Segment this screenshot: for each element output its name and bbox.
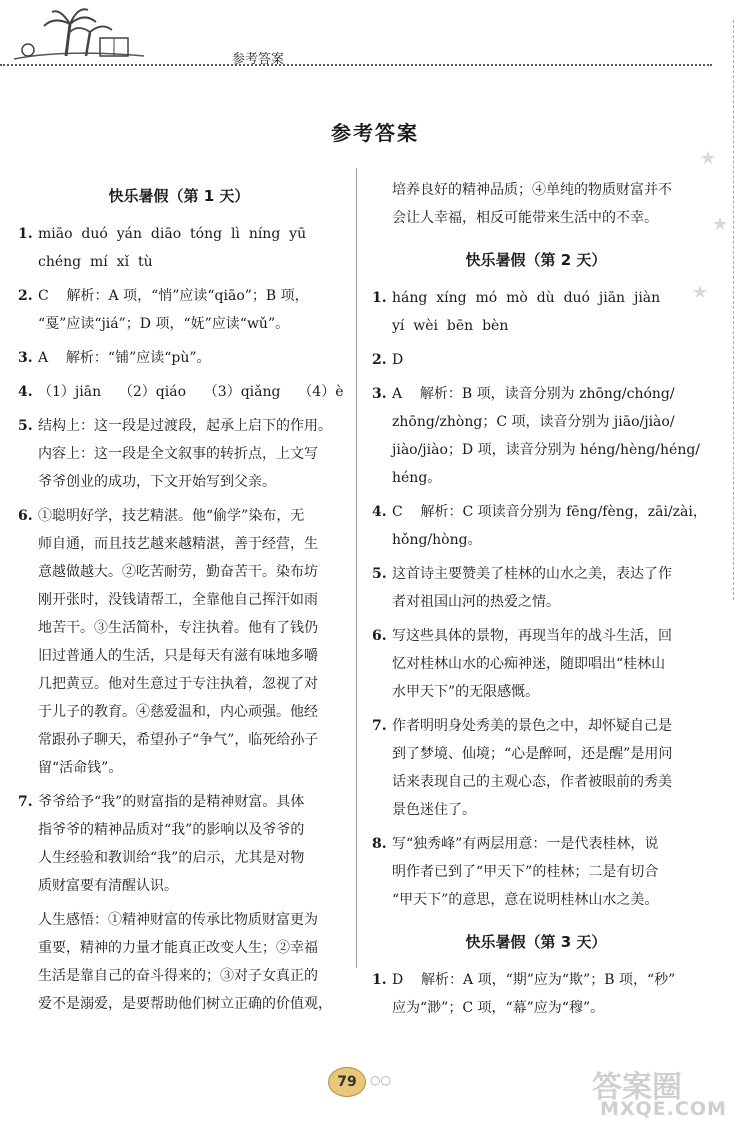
answer-number: 4.	[372, 504, 387, 520]
answer-item	[372, 498, 707, 554]
answer-text-line: miāo duó yán diāo tóng lì níng yū	[38, 226, 307, 242]
answer-text-line: 者对祖国山河的热爱之情。	[392, 594, 560, 610]
answer-text-line: 景色迷住了。	[392, 802, 476, 818]
answer-text-line: D	[392, 352, 404, 368]
answer-number: 3.	[18, 350, 33, 366]
answer-text-line: 意越做越大。②吃苦耐劳，勤奋苦干。染布坊	[38, 564, 318, 580]
answer-number: 1.	[18, 226, 33, 242]
answer-number: 8.	[372, 836, 387, 852]
page-edge	[733, 20, 734, 600]
answer-item	[372, 284, 700, 340]
answer-text-line: 明作者已到了“甲天下”的桂林；二是有切合	[392, 864, 659, 880]
paragraph-line: 爱不是溺爱，是要帮助他们树立正确的价值观，	[38, 996, 332, 1012]
page-number-dots: ○○	[370, 1073, 391, 1087]
answer-item	[18, 344, 340, 372]
answer-text-line: 留“活命钱”。	[38, 760, 123, 776]
answer-text-line: 到了梦境、仙境；“心是醉呵，还是醒”是用问	[392, 746, 673, 762]
answer-text-line: 质财富要有清醒认识。	[38, 878, 178, 894]
header-divider	[0, 64, 712, 66]
paragraph-line: 重要，精神的力量才能真正改变人生；②幸福	[38, 940, 318, 956]
answer-text-line: 作者明明身处秀美的景色之中，却怀疑自己是	[392, 718, 672, 734]
answer-item	[18, 378, 344, 406]
page-title: 参考答案	[331, 121, 419, 145]
answer-text-line: chéng mí xǐ tù	[38, 254, 153, 270]
answer-text-line: C 解析：C 项读音分别为 fēng/fèng，zāi/zài，	[392, 504, 707, 520]
answer-text-line: 忆对桂林山水的心痴神迷，随即唱出“桂林山	[392, 656, 666, 672]
answer-number: 1.	[372, 290, 387, 306]
answer-number: 5.	[18, 418, 33, 434]
section-heading-day2: 快乐暑假（第 2 天）	[465, 251, 607, 269]
page-number: 79	[328, 1067, 366, 1097]
answer-text-line: 内容上：这一段是全文叙事的转折点，上文写	[38, 446, 318, 462]
answer-item	[18, 282, 340, 338]
answer-text-line: 指爷爷的精神品质对“我”的影响以及爷爷的	[38, 822, 305, 838]
answer-text-line: zhōng/zhòng；C 项，读音分别为 jiāo/jiào/	[392, 414, 675, 430]
answer-text-line: D 解析：A 项，“期”应为“欺”；B 项，“秒”	[392, 972, 676, 988]
answer-text-line: 师自通，而且技艺越来越精湛，善于经营，生	[38, 536, 318, 552]
answer-text-line: héng。	[392, 470, 442, 486]
answer-item	[372, 830, 700, 914]
answer-number: 6.	[372, 628, 387, 644]
answer-list-day2	[372, 284, 707, 914]
palm-tree-illustration	[4, 4, 154, 66]
answer-text-line: ①聪明好学，技艺精湛。他“偷学”染布，无	[38, 508, 305, 524]
answer-number: 6.	[18, 508, 33, 524]
column-divider	[356, 168, 357, 968]
answer-list-day1	[18, 220, 344, 900]
answer-text-line: 几把黄豆。他对生意过于专注执着，忽视了对	[38, 676, 318, 692]
answer-text-line: 结构上：这一段是过渡段，起承上启下的作用。	[38, 418, 332, 434]
star-icon: ★	[712, 214, 729, 235]
answer-text-line: A 解析：“铺”应读“pù”。	[38, 350, 211, 366]
answer-text-line: 写这些具体的景物，再现当年的战斗生活，回	[392, 628, 672, 644]
answer-list-day3	[372, 966, 700, 1022]
answer-text-line: 地苦干。③生活简朴，专注执着。他有了钱仍	[38, 620, 318, 636]
answer-text-line: 爷爷给予“我”的财富指的是精神财富。具体	[38, 794, 305, 810]
answer-item	[372, 712, 700, 824]
answer-text-line: 常跟孙子聊天，希望孙子“争气”，临死给孙子	[38, 732, 319, 748]
answer-text-line: 话来表现自己的主观心态，作者被眼前的秀美	[392, 774, 672, 790]
star-icon: ★	[692, 282, 709, 303]
answer-number: 2.	[18, 288, 33, 304]
watermark-logo: 答案圈	[592, 1070, 682, 1105]
answer-item	[372, 380, 700, 492]
answer-number: 1.	[372, 972, 387, 988]
answer-text-line: jiào/jiào；D 项，读音分别为 héng/hèng/héng/	[392, 442, 701, 458]
answer-item	[372, 622, 700, 706]
right-column	[372, 176, 707, 1028]
answer-number: 4.	[18, 384, 33, 400]
answer-text-line: háng xíng mó mò dù duó jiān jiàn	[392, 290, 661, 306]
answer-text-line: A 解析：B 项，读音分别为 zhōng/chóng/	[392, 386, 675, 402]
answer-text-line: 人生经验和教训给“我”的启示，尤其是对物	[38, 850, 305, 866]
header-label: 参考答案	[232, 52, 285, 67]
answer-text-line: 爷爷创业的成功，下文开始写到父亲。	[38, 474, 276, 490]
answer-number: 7.	[372, 718, 387, 734]
answer-text-line: 刚开张时，没钱请帮工，全靠他自己挥汗如雨	[38, 592, 318, 608]
answer-number: 2.	[372, 352, 387, 368]
paragraph-line: 人生感悟：①精神财富的传承比物质财富更为	[38, 912, 318, 928]
answer-text-line: C 解析：A 项，“悄”应读“qiāo”；B 项，	[38, 288, 309, 304]
answer-item	[18, 412, 340, 496]
answer-item	[372, 966, 700, 1022]
reflection-paragraph	[18, 906, 340, 1018]
answer-number: 5.	[372, 566, 387, 582]
star-icon: ★	[700, 148, 717, 169]
watermark-url: MXQE.COM	[600, 1098, 727, 1120]
answer-text-line: 应为“渺”；C 项，“幕”应为“穆”。	[392, 1000, 605, 1016]
answer-text-line: 旧过普通人的生活，只是每天有滋有味地多嚼	[38, 648, 318, 664]
paragraph-line: 培养良好的精神品质；④单纯的物质财富并不	[392, 182, 672, 198]
answer-text-line: yí wèi bēn bèn	[392, 318, 509, 334]
answer-number: 7.	[18, 794, 33, 810]
answer-item	[372, 560, 700, 616]
answer-number: 3.	[372, 386, 387, 402]
answer-text-line: （1）jiān （2）qiáo （3）qiǎng （4）è	[38, 384, 344, 400]
section-heading-day3: 快乐暑假（第 3 天）	[465, 933, 607, 951]
answer-item	[18, 502, 340, 782]
section-heading-day1: 快乐暑假（第 1 天）	[108, 187, 250, 205]
answer-text-line: hǒng/hòng。	[392, 532, 482, 548]
paragraph-line: 生活是靠自己的奋斗得来的；③对子女真正的	[38, 968, 318, 984]
left-column	[18, 176, 344, 1018]
answer-text-line: “戛”应读“jiá”；D 项，“妩”应读“wǔ”。	[38, 316, 290, 332]
answer-text-line: 于儿子的教育。④慈爱温和，内心顽强。他经	[38, 704, 318, 720]
answer-text-line: 水甲天下”的无限感慨。	[392, 684, 540, 700]
answer-item	[18, 220, 340, 276]
answer-item	[372, 346, 700, 374]
continuation-paragraph	[372, 176, 700, 232]
answer-text-line: “甲天下”的意思，意在说明桂林山水之美。	[392, 892, 659, 908]
answer-text-line: 这首诗主要赞美了桂林的山水之美，表达了作	[392, 566, 672, 582]
answer-item	[18, 788, 340, 900]
paragraph-line: 会让人幸福，相反可能带来生活中的不幸。	[392, 210, 658, 226]
answer-text-line: 写“独秀峰”有两层用意：一是代表桂林，说	[392, 836, 659, 852]
